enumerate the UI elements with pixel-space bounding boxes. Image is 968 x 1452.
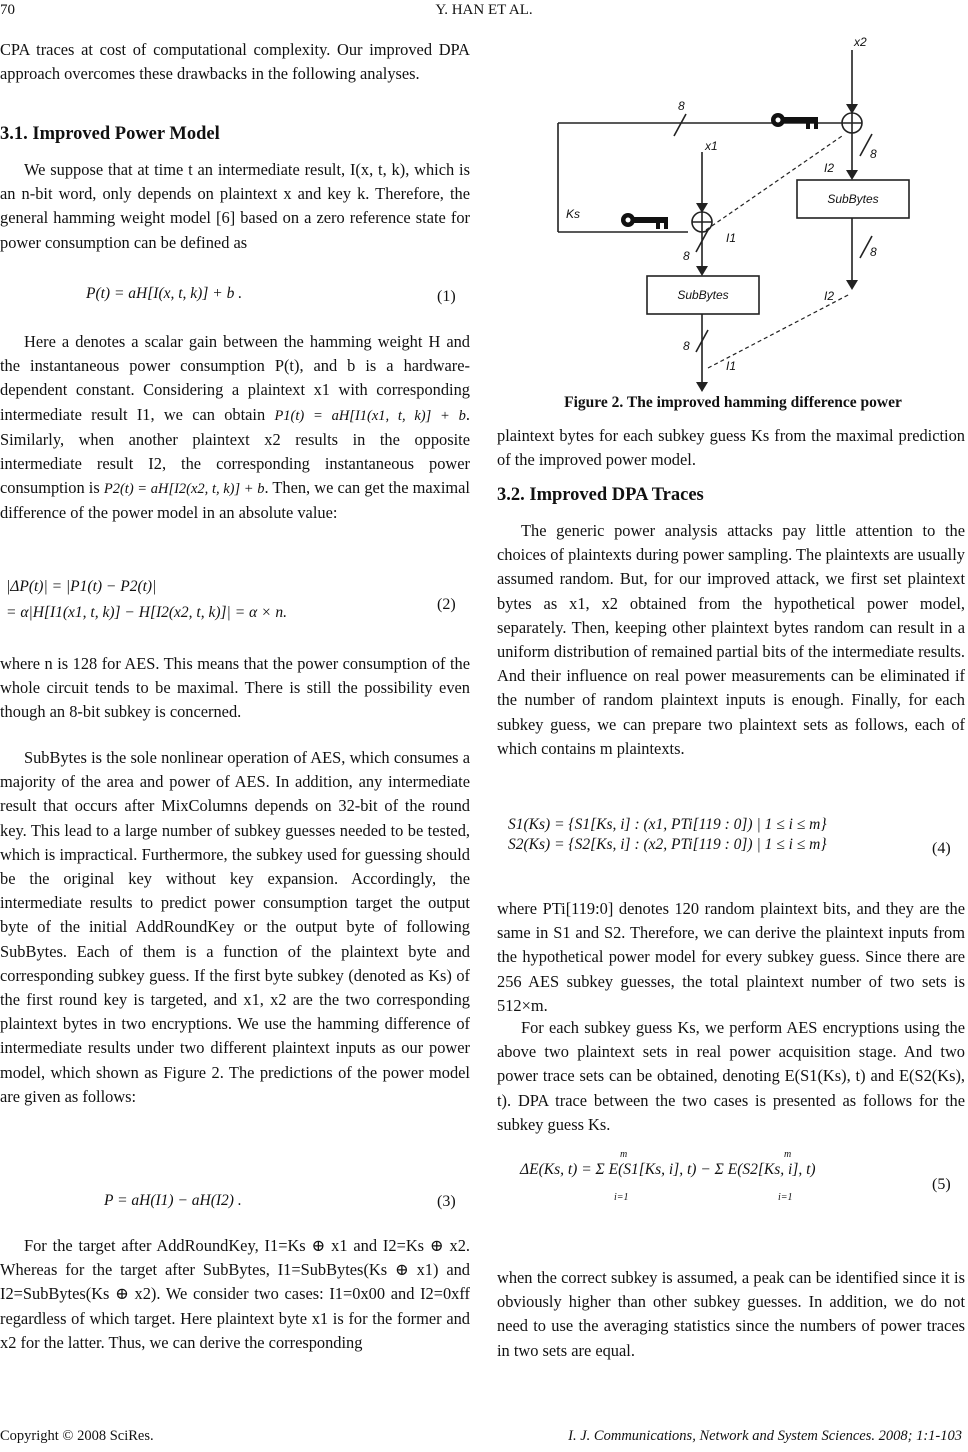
left-paragraph-3: where n is 128 for AES. This means that the power consumption of the whole circuit tends to be maximal. There is still the possibility even though an 8-bit subkey is concerned. xyxy=(0,654,470,722)
equation-5-number: (5) xyxy=(932,1176,951,1193)
label-i2-lower: I2 xyxy=(824,289,835,303)
label-8-l2: 8 xyxy=(683,339,690,353)
left-intro: CPA traces at cost of computational complexity. Our improved DPA approach overcomes these drawbacks in the following analyses. xyxy=(0,40,470,84)
right-paragraph-7: The generic power analysis attacks pay little attention to the choices of plaintexts during power sampling. The plaintexts are usually assumed random. But, for our improved attack, we first set plaintext bytes as x1, x2 obtained from the hypothetical power model, separately. Then, keeping other plaintext bytes random can result in a uniform distribution of remained partial bits of the intermediate results. And their influence on real power measurements can be eliminated if the number of random plaintext inputs is enough. Finally, for each subkey guess, we can prepare two plaintext sets as follows, each of which contains m plaintexts. xyxy=(497,521,965,758)
figure-2-caption: Figure 2. The improved hamming difference power xyxy=(564,394,902,411)
sum-1-lower: i=1 xyxy=(614,1192,629,1203)
equation-4-number: (4) xyxy=(932,840,951,857)
footer-copyright: Copyright © 2008 SciRes. xyxy=(0,1428,154,1444)
label-8-r1: 8 xyxy=(870,147,877,161)
label-i2-upper: I2 xyxy=(824,161,835,175)
left-paragraph-2: Here a denotes a scalar gain between the hamming weight H and the instantaneous power consumption P(t), and b is a hardware-dependent constant. Considering a plaintext x1 with corresponding intermediate result I1, we can obtain P1(t) = aH[I1(x1, t, k)] + b. Similarly, when another plaintext x2 results in the opposite intermediate result I2, the corresponding instantaneous power consumption is P2(t) = aH[I2(x2, t, k)] + b. Then, we can get the maximal difference of the power model in an absolute value: xyxy=(0,332,470,523)
equation-3: P = aH(I1) − aH(I2) . xyxy=(104,1192,242,1209)
right-paragraph-8: where PTi[119:0] denotes 120 random plaintext bits, and they are the same in S1 and S2. Therefore, we can derive the plaintext inputs from the hypothetical power model for every subkey guess. Since there are 256 AES subkey guesses, the total plaintext number of two sets is 512×m. xyxy=(497,899,965,1015)
running-title: Y. HAN ET AL. xyxy=(435,2,533,18)
equation-5: ΔE(Ks, t) = Σ E(S1[Ks, i], t) − Σ E(S2[Ks, i], t) xyxy=(520,1161,816,1178)
label-8-top: 8 xyxy=(678,99,685,113)
left-paragraph-5: For the target after AddRoundKey, I1=Ks ⊕ x1 and I2=Ks ⊕ x2. Whereas for the target after SubBytes, I1=SubBytes(Ks ⊕ x1) and I2=SubBytes(Ks ⊕ x2). We consider two cases: I1=0x00 and I2=0xff regardless of which target. Here plaintext byte x1 is for the former and x2 for the latter. Thus, we can derive the corresponding xyxy=(0,1236,470,1352)
label-i1-lower: I1 xyxy=(726,359,737,373)
equation-4-line-2: S2(Ks) = {S2[Ks, i] : (x2, PTi[119 : 0]) | 1 ≤ i ≤ m} xyxy=(508,836,827,853)
sum-1-upper: m xyxy=(620,1149,628,1160)
equation-2-line-1: |ΔP(t)| = |P1(t) − P2(t)| xyxy=(6,578,157,595)
equation-3-number: (3) xyxy=(437,1193,456,1210)
label-ks: Ks xyxy=(566,207,581,221)
figure-2-diagram xyxy=(520,10,950,400)
left-paragraph-4: SubBytes is the sole nonlinear operation of AES, which consumes a majority of the area and power of AES. In addition, any intermediate result that occurs after MixColumns depends on 32-bit of the round key. This lead to a large number of subkey guesses needed to be tested, which is impractical. Furthermore, the subkey used for guessing should be the original key without key expansion. Accordingly, the intermediate results to predict power consumption target the output byte of the initial AddRoundKey or the output byte of following SubBytes. Each of them is a function of the plaintext byte and corresponding subkey guess. If the first byte subkey (denoted as Ks) of the first round key is targeted, and x1, x2 are the two corresponding plaintext bytes in two encryptions. We use the hamming difference of intermediate results under two different plaintext inputs as our power model, which shown as Figure 2. The predictions of the power model are given as follows: xyxy=(0,748,470,1106)
label-subbytes-right: SubBytes xyxy=(827,192,879,206)
section-3-1-title: 3.1. Improved Power Model xyxy=(0,124,220,144)
label-x2: x2 xyxy=(854,35,867,49)
equation-1-number: (1) xyxy=(437,288,456,305)
equation-2-number: (2) xyxy=(437,596,456,613)
label-8-r2: 8 xyxy=(870,245,877,259)
left-paragraph-1: We suppose that at time t an intermediate result, I(x, t, k), which is an n-bit word, only depends on plaintext x and key k. Therefore, the general hamming weight model [6] based on a zero reference state for power consumption can be defined as xyxy=(0,160,470,252)
footer-journal: I. J. Communications, Network and System Sciences. 2008; 1:1-103 xyxy=(568,1428,962,1444)
sum-2-lower: i=1 xyxy=(778,1192,793,1203)
label-i1-upper: I1 xyxy=(726,231,737,245)
inline-eq-p1: P1(t) = aH[I1(x1, t, k)] + b xyxy=(274,407,466,424)
sum-2-upper: m xyxy=(784,1149,792,1160)
equation-4-line-1: S1(Ks) = {S1[Ks, i] : (x1, PTi[119 : 0]) | 1 ≤ i ≤ m} xyxy=(508,816,827,833)
right-paragraph-6: plaintext bytes for each subkey guess Ks from the maximal prediction of the improved power model. xyxy=(497,426,965,470)
label-x1: x1 xyxy=(705,139,718,153)
page-number: 70 xyxy=(0,2,15,18)
label-subbytes-left: SubBytes xyxy=(677,288,729,302)
label-8-l1: 8 xyxy=(683,249,690,263)
right-paragraph-10: when the correct subkey is assumed, a peak can be identified since it is obviously higher than other subkey guesses. In addition, we do not need to use the averaging statistics since the numbers of power traces in two sets are equal. xyxy=(497,1268,965,1360)
equation-1: P(t) = aH[I(x, t, k)] + b . xyxy=(86,285,243,302)
inline-eq-p2: P2(t) = aH[I2(x2, t, k)] + b xyxy=(103,481,265,498)
equation-2-line-2: = α|H[I1(x1, t, k)] − H[I2(x2, t, k)]| = α × n. xyxy=(6,604,287,621)
section-3-2-title: 3.2. Improved DPA Traces xyxy=(497,485,704,505)
right-paragraph-9: For each subkey guess Ks, we perform AES encryptions using the above two plaintext sets in real power acquisition stage. And two power trace sets can be obtained, denoting E(S1(Ks), t) and E(S2(Ks), t). DPA trace between the two cases is presented as follows for the subkey guess Ks. xyxy=(497,1018,965,1134)
